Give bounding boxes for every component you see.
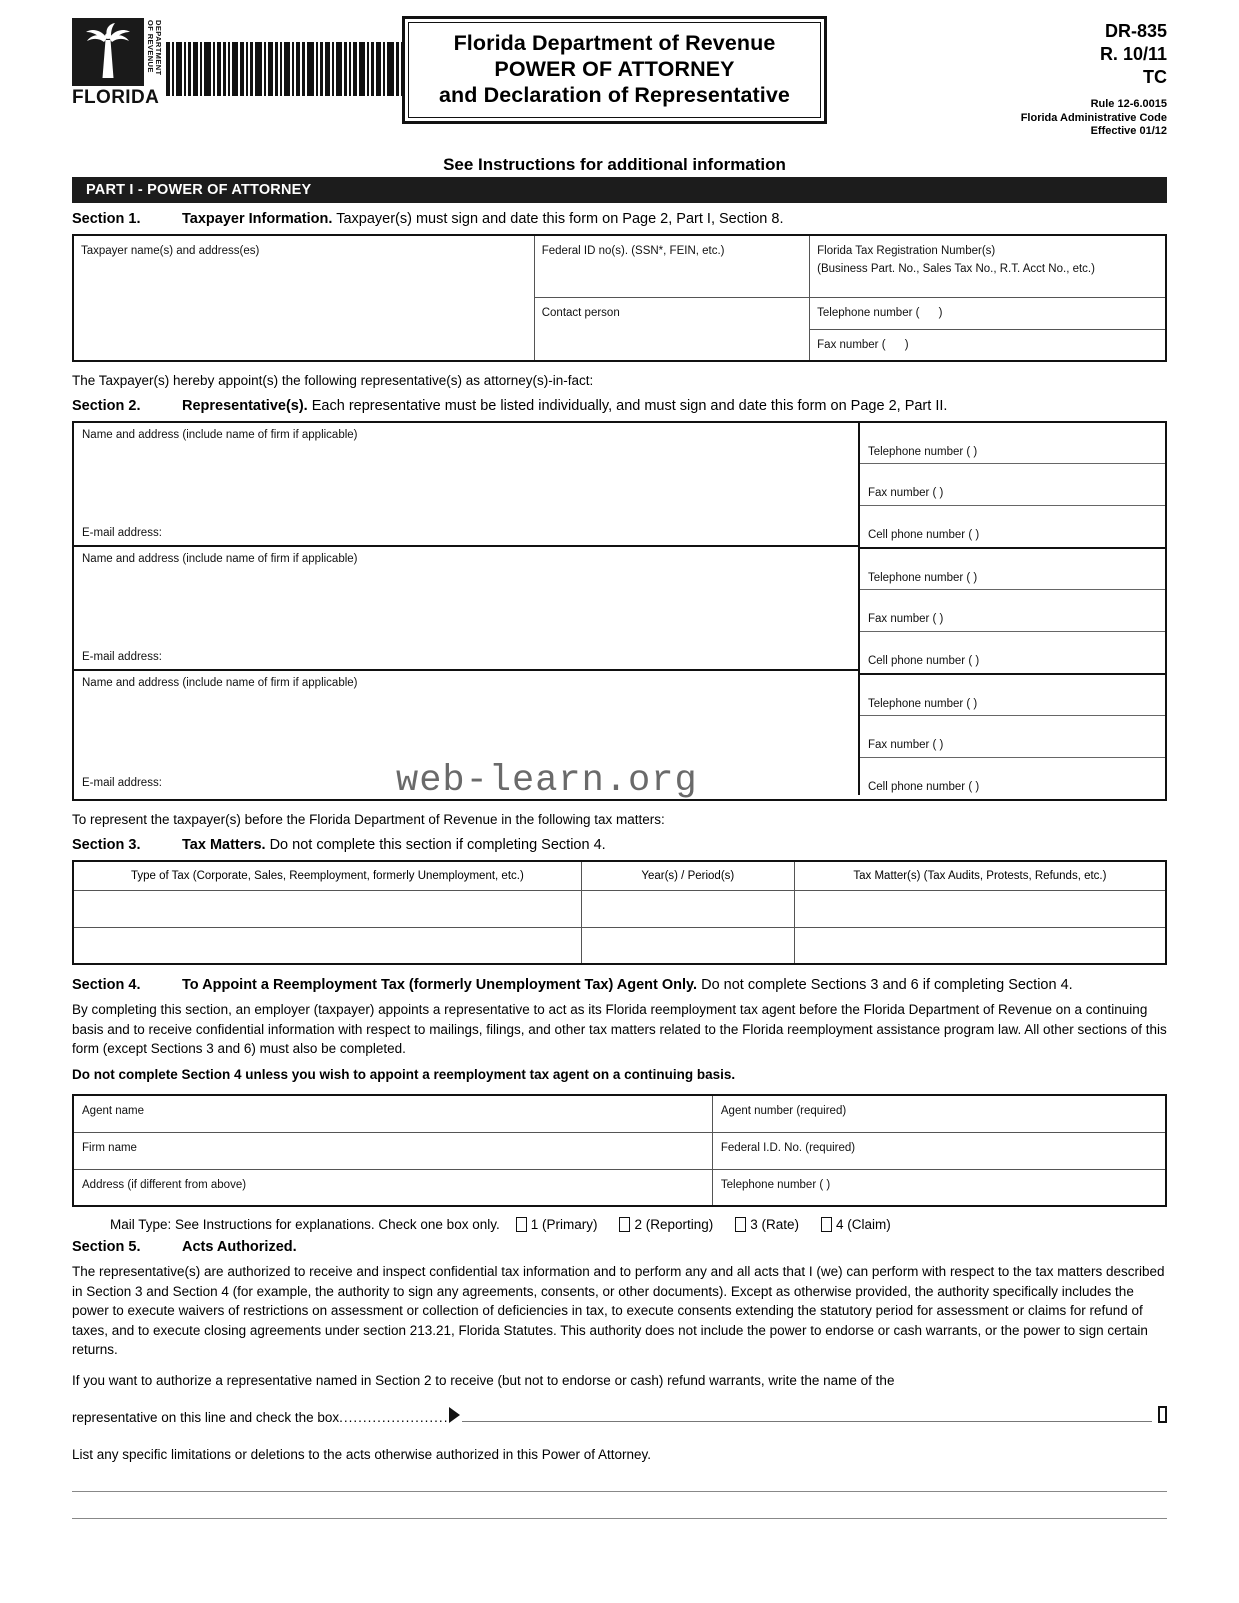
mail-type-label-3: 3 (Rate): [750, 1217, 800, 1233]
part-1-bar: PART I - POWER OF ATTORNEY: [72, 177, 1167, 203]
rep-2-telephone-label: Telephone number ( ): [867, 571, 978, 584]
tax-matters-cell[interactable]: [794, 890, 1166, 927]
section-1-desc: Taxpayer(s) must sign and date this form on Page 2, Part I, Section 8.: [336, 211, 784, 227]
agent-federal-id-label: Federal I.D. No. (required): [720, 1141, 856, 1154]
rep-3-name-label: Name and address (include name of firm if applicable): [82, 677, 358, 689]
firm-name-field[interactable]: [73, 1132, 712, 1169]
limitations-instruction: List any specific limitations or deletions to the acts otherwise authorized in this Power of Attorney.: [72, 1447, 652, 1463]
rep-1-fax-field[interactable]: [860, 464, 1165, 505]
table-row: [73, 1132, 1166, 1169]
section-3-number: Section 3.: [72, 836, 141, 853]
rep-1-cell-field[interactable]: [860, 506, 1165, 547]
years-periods-cell[interactable]: [581, 927, 794, 964]
section-1-number: Section 1.: [72, 211, 141, 227]
firm-name-label: Firm name: [82, 1141, 137, 1154]
section-2-title: Representative(s).: [182, 398, 308, 414]
federal-id-label: Federal ID no(s). (SSN*, FEIN, etc.): [541, 245, 725, 257]
table-row: [73, 1169, 1166, 1206]
section-5-number: Section 5.: [72, 1239, 141, 1256]
watermark: web-learn.org: [396, 760, 698, 802]
taxpayer-name-address-field[interactable]: [73, 235, 534, 361]
form-revision: R. 10/11: [1099, 44, 1167, 64]
form-meta: [1021, 20, 1167, 139]
rep-1-email-label: E-mail address:: [82, 526, 162, 539]
rep-2-contact-group: [860, 549, 1165, 675]
table-header-row: [73, 861, 1166, 891]
col-years-periods: Year(s) / Period(s): [581, 861, 794, 891]
section-4-warning: Do not complete Section 4 unless you wish to appoint a reemployment tax agent on a continuing basis.: [72, 1066, 736, 1082]
rep-3-email-label: E-mail address:: [82, 776, 162, 789]
mail-type-option-4[interactable]: [821, 1217, 891, 1232]
refund-warrant-checkbox-icon[interactable]: [1158, 1406, 1167, 1423]
rep-3-cell-field[interactable]: [860, 758, 1165, 799]
taxpayer-fax-label: Fax number ( ): [817, 338, 909, 351]
agent-address-label: Address (if different from above): [82, 1178, 247, 1191]
form-header: [72, 0, 1167, 174]
section-5-para-1: The representative(s) are authorized to receive and inspect confidential tax information and to perform any and all acts that I (we) can perform with respect to the tax matters described in Section 3 and Section 4 (for example, the authority to sign any agreements, consents, or other documents). Except as otherwise provided, the authority specifically includes the power to execute waivers of restrictions on assessment or collection of deficiencies in tax, to execute consents extending the statutory period for assessment or claims for refund of taxes, and to execute closing agreements under section 213.21, Florida Statutes. This authority does not include the power to endorse or cash warrants, or the power to sign certain returns.: [72, 1264, 1165, 1358]
rep-2-fax-field[interactable]: [860, 590, 1165, 631]
agent-name-label: Agent name: [82, 1105, 145, 1118]
section-1-title: Taxpayer Information.: [182, 211, 333, 227]
checkbox-icon[interactable]: [516, 1217, 527, 1232]
refund-warrant-line: [72, 1404, 1167, 1425]
taxpayer-telephone-field[interactable]: [810, 297, 1166, 329]
agent-name-field[interactable]: [73, 1095, 712, 1132]
table-row: [73, 1095, 1166, 1132]
mail-type-option-3[interactable]: [735, 1217, 799, 1232]
section-4-agent-table: [72, 1094, 1167, 1207]
section-2-number: Section 2.: [72, 398, 141, 414]
title-line-3: and Declaration of Representative: [439, 83, 790, 107]
agent-address-field[interactable]: [73, 1169, 712, 1206]
refund-line-dots: .......................: [339, 1410, 449, 1426]
agent-federal-id-field[interactable]: [712, 1132, 1166, 1169]
representative-name-address-field[interactable]: [74, 547, 860, 671]
mail-type-option-1[interactable]: [516, 1217, 598, 1232]
rep-3-cell-label: Cell phone number ( ): [867, 781, 980, 794]
agent-telephone-field[interactable]: [712, 1169, 1166, 1206]
form-tc: TC: [1143, 67, 1167, 87]
contact-person-field[interactable]: [534, 297, 809, 361]
form-rule: Rule 12-6.0015: [1090, 98, 1167, 110]
taxpayer-fax-field[interactable]: [810, 329, 1166, 361]
section-2-desc: Each representative must be listed individually, and must sign and date this form on Page 2, Part II.: [311, 398, 948, 414]
representative-name-write-line[interactable]: [462, 1404, 1152, 1422]
table-row: [73, 890, 1166, 927]
agent-telephone-label: Telephone number ( ): [720, 1178, 831, 1191]
rep-3-contact-group: [860, 675, 1165, 799]
limitations-line-1[interactable]: [72, 1491, 1167, 1492]
representative-name-address-field[interactable]: [74, 671, 860, 795]
form-title-box: [402, 16, 827, 124]
contact-person-label: Contact person: [541, 306, 620, 319]
see-instructions-note: See Instructions for additional information: [443, 155, 786, 174]
taxpayer-telephone-label: Telephone number ( ): [817, 306, 943, 319]
rep-1-telephone-label: Telephone number ( ): [867, 445, 978, 458]
title-line-1: Florida Department of Revenue: [453, 31, 776, 55]
tax-type-cell[interactable]: [73, 890, 581, 927]
fl-registration-label-1: Florida Tax Registration Number(s): [817, 245, 996, 257]
form-effective: Effective 01/12: [1090, 125, 1167, 137]
title-line-2: POWER OF ATTORNEY: [494, 57, 735, 81]
rep-3-fax-field[interactable]: [860, 716, 1165, 757]
agent-number-label: Agent number (required): [720, 1105, 847, 1118]
checkbox-icon[interactable]: [735, 1217, 746, 1232]
years-periods-cell[interactable]: [581, 890, 794, 927]
refund-line-text: representative on this line and check the box: [72, 1410, 340, 1426]
rep-3-fax-label: Fax number ( ): [867, 739, 944, 752]
rep-3-telephone-label: Telephone number ( ): [867, 697, 978, 710]
rep-2-name-label: Name and address (include name of firm if applicable): [82, 553, 358, 565]
limitations-line-2[interactable]: [72, 1518, 1167, 1519]
mail-type-option-2[interactable]: [619, 1217, 713, 1232]
col-tax-matters: Tax Matter(s) (Tax Audits, Protests, Refunds, etc.): [794, 861, 1166, 891]
agent-number-field[interactable]: [712, 1095, 1166, 1132]
mail-type-label-2: 2 (Reporting): [634, 1217, 714, 1233]
table-row: [73, 927, 1166, 964]
col-type-of-tax: Type of Tax (Corporate, Sales, Reemployment, formerly Unemployment, etc.): [73, 861, 581, 891]
representative-name-address-field[interactable]: [74, 423, 860, 547]
section-5-heading: [72, 1238, 1167, 1257]
mail-type-label-4: 4 (Claim): [836, 1217, 891, 1233]
rep-2-cell-label: Cell phone number ( ): [867, 655, 980, 668]
section-4-body: By completing this section, an employer (taxpayer) appoints a representative to act as its Florida reemployment tax agent before the Florida Department of Revenue on a continuing basis and to receive confidential information with respect to mailings, filings, and other tax matters related to the Florida reemployment assistance program law. All other sections of this form (except Sections 3 and 6) must also be completed.: [72, 1002, 1167, 1057]
logo-department-text: DEPARTMENT OF REVENUE: [146, 20, 163, 76]
rep-1-fax-label: Fax number ( ): [867, 487, 944, 500]
section-4-desc: Do not complete Sections 3 and 6 if completing Section 4.: [701, 977, 1073, 994]
rep-2-telephone-field[interactable]: [860, 549, 1165, 590]
arrow-right-icon: [449, 1407, 460, 1423]
rep-1-telephone-field[interactable]: [860, 423, 1165, 464]
fl-registration-label-2: (Business Part. No., Sales Tax No., R.T. Acct No., etc.): [817, 263, 1095, 275]
rep-1-name-label: Name and address (include name of firm if applicable): [82, 429, 358, 441]
rep-3-telephone-field[interactable]: [860, 675, 1165, 716]
form-number: DR-835: [1104, 21, 1167, 41]
section-4-heading: [72, 976, 1167, 995]
mail-type-row: [72, 1217, 1167, 1232]
rep-1-cell-label: Cell phone number ( ): [867, 529, 980, 542]
tax-matters-cell[interactable]: [794, 927, 1166, 964]
section-1-table: [72, 234, 1167, 362]
section-3-heading: [72, 836, 1167, 855]
section-5-title: Acts Authorized.: [182, 1239, 297, 1256]
rep-1-contact-group: [860, 423, 1165, 549]
section-2-table: [72, 421, 1167, 801]
section-3-desc: Do not complete this section if completing Section 4.: [269, 836, 606, 853]
fl-registration-field[interactable]: [810, 235, 1166, 297]
tax-type-cell[interactable]: [73, 927, 581, 964]
section-1-heading: [72, 210, 1167, 229]
logo-wordmark: FLORIDA: [72, 87, 160, 108]
barcode: [166, 42, 439, 96]
rep-2-email-label: E-mail address:: [82, 650, 162, 663]
section-2-heading: [72, 397, 1167, 416]
section-4-number: Section 4.: [72, 977, 141, 994]
represent-lead-text: To represent the taxpayer(s) before the Florida Department of Revenue in the following tax matters:: [72, 811, 665, 827]
appoint-lead-text: The Taxpayer(s) hereby appoint(s) the following representative(s) as attorney(s)-in-fact:: [72, 373, 594, 388]
mail-type-label: Mail Type: See Instructions for explanations. Check one box only.: [110, 1217, 500, 1233]
form-admin-code: Florida Administrative Code: [1020, 111, 1167, 124]
taxpayer-name-address-label: Taxpayer name(s) and address(es): [81, 245, 260, 257]
checkbox-icon[interactable]: [619, 1217, 630, 1232]
logo-mark: [72, 18, 163, 110]
palm-tree-icon: [72, 18, 144, 86]
checkbox-icon[interactable]: [821, 1217, 832, 1232]
rep-2-fax-label: Fax number ( ): [867, 613, 944, 626]
mail-type-label-1: 1 (Primary): [530, 1217, 598, 1233]
federal-id-field[interactable]: [534, 235, 809, 297]
section-3-table: [72, 860, 1167, 966]
florida-dor-logo: [72, 18, 439, 110]
section-3-title: Tax Matters.: [182, 836, 266, 853]
rep-2-cell-field[interactable]: [860, 632, 1165, 673]
section-4-title: To Appoint a Reemployment Tax (formerly Unemployment Tax) Agent Only.: [182, 977, 698, 994]
section-5-para-2: If you want to authorize a representative named in Section 2 to receive (but not to endorse or cash) refund warrants, write the name of the: [72, 1372, 895, 1388]
